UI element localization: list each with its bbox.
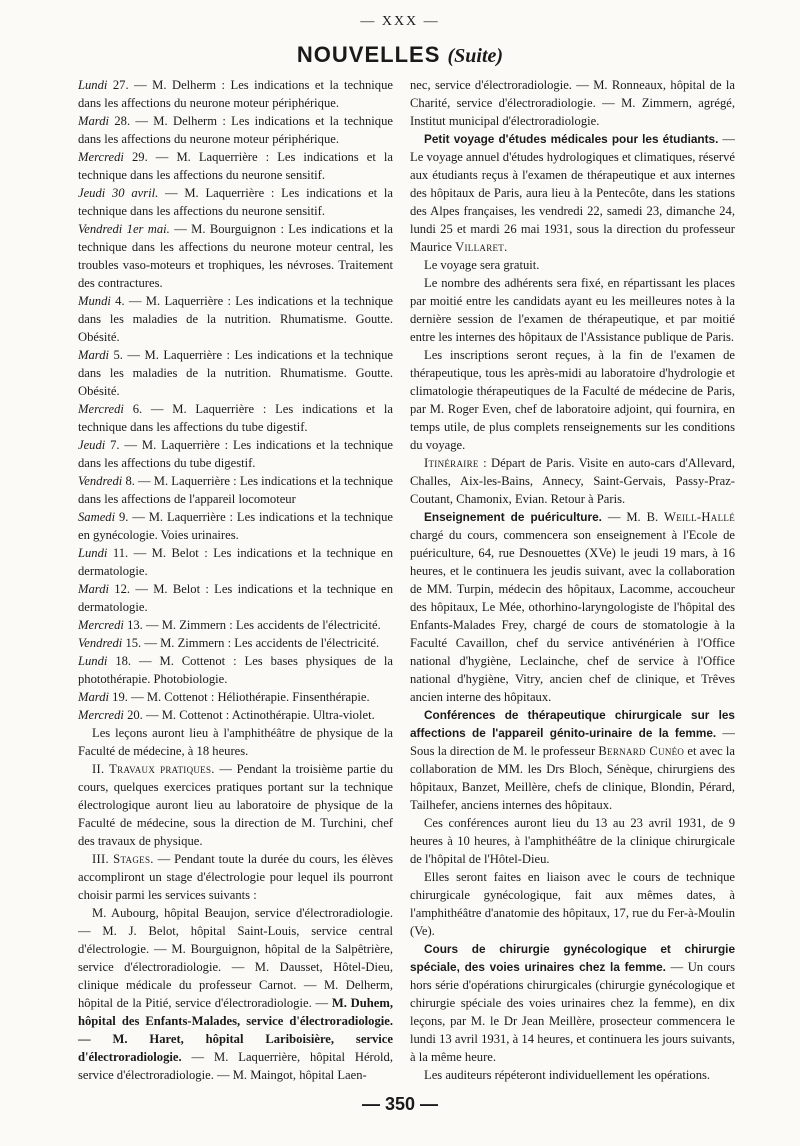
entry-day: Jeudi 30 avril. bbox=[78, 186, 159, 200]
schedule-entry bbox=[78, 76, 393, 112]
section-text: — Le voyage annuel d'études hydrologiques et climatiques, réservé aux étudiants reçus à l'examen de thérapeutique et aux internes des hôpitaux de Paris, aura lieu à la Pentecôte, dans les stations des Alpes françaises, les vendredi 22, samedi 23, dimanche 24, lundi 25 et mardi 26 mai 1931, sous la direction du professeur Maurice bbox=[410, 132, 735, 254]
section-text: — Sous la direction de M. le professeur bbox=[410, 726, 735, 758]
schedule-entry bbox=[78, 400, 393, 436]
entry-day: Vendredi 1er mai. bbox=[78, 222, 170, 236]
paragraph-conferences bbox=[410, 706, 735, 814]
entry-text: 19. — M. Cottenot : Héliothérapie. Finsenthérapie. bbox=[109, 690, 370, 704]
entry-text: 15. — M. Zimmern : Les accidents de l'électricité. bbox=[122, 636, 380, 650]
paragraph-cours-chirurgie bbox=[410, 940, 735, 1066]
schedule-entry bbox=[78, 436, 393, 472]
paragraph-conf-dates: Ces conférences auront lieu du 13 au 23 avril 1931, de 9 heures à 10 heures, à l'amphithéâtre de la clinique chirurgicale de l'hôpital de l'Hôtel-Dieu. bbox=[410, 816, 735, 866]
section-heading: Enseignement de puériculture. bbox=[424, 510, 602, 524]
section-label: II. Travaux pratiques. bbox=[92, 762, 215, 776]
schedule-entry bbox=[78, 148, 393, 184]
entry-day: Mercredi bbox=[78, 402, 124, 416]
schedule-entry bbox=[78, 346, 393, 400]
schedule-entry bbox=[78, 616, 393, 634]
page-title bbox=[0, 42, 800, 68]
services-bold-text: M. Duhem, hôpital des Enfants-Malades, service d'électroradiologie. — M. Haret, hôpital Lariboisière, service d'électroradiologie. bbox=[78, 996, 393, 1064]
person-name: Weill-Hallé bbox=[664, 510, 735, 524]
paragraph-conf-liaison: Elles seront faites en liaison avec le cours de technique chirurgicale gynécologique, fait aux mêmes dates, à l'amphithéâtre d'anatomie des hôpitaux, 17, rue du Fer-à-Moulin (Ve). bbox=[410, 870, 735, 938]
schedule-entry bbox=[78, 634, 393, 652]
entry-day: Mercredi bbox=[78, 618, 124, 632]
schedule-entry bbox=[78, 112, 393, 148]
services-text-end: — M. Laquerrière, hôpital Hérold, service d'électroradiologie. — M. Maingot, hôpital Laen- bbox=[78, 1050, 393, 1082]
title-suffix: (Suite) bbox=[447, 45, 504, 67]
entry-day: Vendredi bbox=[78, 474, 123, 488]
section-text: : Départ de Paris. Visite en auto-cars d'Allevard, Challes, Aix-les-Bains, Annecy, Saint-Gervais, Passy-Praz-Coutant, Chamonix, Evian. Retour à Paris. bbox=[410, 456, 735, 506]
entry-text: 4. — M. Laquerrière : Les indications et la technique dans les maladies de la nutrition. Rhumatisme. Goutte. Obésité. bbox=[78, 294, 393, 344]
entry-day: Mardi bbox=[78, 114, 110, 128]
entry-text: 28. — M. Delherm : Les indications et la technique dans les affections du neurone moteur périphérique. bbox=[78, 114, 393, 146]
entry-day: Mundi bbox=[78, 294, 111, 308]
paragraph-services bbox=[78, 904, 393, 1084]
paragraph-voyage bbox=[410, 130, 735, 256]
services-text: M. Aubourg, hôpital Beaujon, service d'électroradiologie. — M. J. Belot, hôpital Saint-Louis, service central d'électrologie. — M. Bourguignon, hôpital de la Salpêtrière, service d'électroradiologie. — M. Dausset, Hôtel-Dieu, clinique médicale du professeur Carnot. — M. Delherm, hôpital de la Pitié, service d'électroradiologie. — bbox=[78, 906, 393, 1010]
paragraph-inscriptions: Les inscriptions seront reçues, à la fin de l'examen de thérapeutique, tous les après-midi au laboratoire d'hydrologie et climatologie thérapeutiques de la Faculté de médecine de Paris, par M. Roger Even, chef de laboratoire adjoint, qui fournira, en temps utile, de plus complets renseignements sur les conditions du voyage. bbox=[410, 348, 735, 452]
schedule-entry bbox=[78, 706, 393, 724]
entry-day: Lundi bbox=[78, 546, 108, 560]
title-text: NOUVELLES bbox=[296, 42, 441, 67]
entry-day: Lundi bbox=[78, 654, 108, 668]
schedule-entry bbox=[78, 688, 393, 706]
schedule-entry bbox=[78, 508, 393, 544]
entry-day: Mardi bbox=[78, 690, 110, 704]
entry-day: Jeudi bbox=[78, 438, 106, 452]
entry-day: Mardi bbox=[78, 582, 110, 596]
entry-text: 9. — M. Laquerrière : Les indications et la technique en gynécologie. Voies urinaires. bbox=[78, 510, 393, 542]
entry-text: 27. — M. Delherm : Les indications et la technique dans les affections du neurone moteur périphérique. bbox=[78, 78, 393, 110]
left-column bbox=[78, 76, 393, 1086]
schedule-entry bbox=[78, 472, 393, 508]
section-text: — M. B. bbox=[601, 510, 665, 524]
section-text: — Un cours hors série d'opérations chirurgicales (chirurgie gynécologique et chirurgie spéciale des voies urinaires chez la femme), en dix leçons, par M. le Dr Jean Meillère, prosecteur commencera le lundi 13 avril 1931, à 14 heures, et continuera les jours suivants, à la même heure. bbox=[410, 960, 735, 1064]
course-schedule bbox=[78, 76, 393, 724]
schedule-entry bbox=[78, 544, 393, 580]
entry-text: — M. Laquerrière : Les indications et la technique dans les affections du neurone sensitif. bbox=[78, 186, 393, 218]
section-text: chargé du cours, commencera son enseignement à l'Ecole de puériculture, 64, rue Desnouettes (XVe) le jeudi 19 mars, à 16 heures, et le continuera les jeudis suivant, avec la collaboration de MM. Turpin, médecin des hôpitaux, Lacomme, accoucheur des hôpitaux, Le Mée, othorhino-laryngologiste de l'hôpital des Enfants-Malades Frey, chargé de cours de stomatologie à la Faculté Cavaillon, chef du service antivénérien à l'Office national d'hygiène, Leclainche, chef de service à l'Office national d'hygiène, Vitry, ancien chef de clinique, et Trêves ancien interne des hôpitaux. bbox=[410, 528, 735, 704]
entry-day: Vendredi bbox=[78, 636, 123, 650]
paragraph-travaux-pratiques bbox=[78, 760, 393, 850]
entry-day: Mardi bbox=[78, 348, 110, 362]
schedule-entry bbox=[78, 652, 393, 688]
person-name: Villaret. bbox=[455, 240, 508, 254]
section-heading: Cours de chirurgie gynécologique et chirurgie spéciale, des voies urinaires chez la femme. bbox=[410, 942, 735, 974]
section-heading: Petit voyage d'études médicales pour les étudiants. bbox=[424, 132, 719, 146]
entry-day: Mercredi bbox=[78, 150, 124, 164]
entry-text: 29. — M. Laquerrière : Les indications et la technique dans les affections du neurone sensitif. bbox=[78, 150, 393, 182]
entry-text: 20. — M. Cottenot : Actinothérapie. Ultra-violet. bbox=[123, 708, 375, 722]
entry-text: 12. — M. Belot : Les indications et la technique en dermatologie. bbox=[78, 582, 393, 614]
entry-text: — M. Bourguignon : Les indications et la technique dans les affections du neurone moteur central, les troubles vaso-moteurs et trophiques, les névroses. Traitement des contractures. bbox=[78, 222, 393, 290]
section-text: — Pendant la troisième partie du cours, quelques exercices pratiques portant sur la technique électrologique auront lieu au laboratoire de physique de la Faculté de médecine, sous la direction de M. Turchini, chef des travaux de physique. bbox=[78, 762, 393, 848]
entry-day: Samedi bbox=[78, 510, 116, 524]
entry-day: Mercredi bbox=[78, 708, 124, 722]
entry-day: Lundi bbox=[78, 78, 108, 92]
entry-text: 8. — M. Laquerrière : Les indications et la technique dans les affections de l'appareil locomoteur bbox=[78, 474, 393, 506]
section-text: et avec la collaboration de MM. les Drs Bloch, Sénèque, chirurgiens des hôpitaux, Banzet, Meillère, chefs de clinique, Blondin, Pérard, Tailhefer, anciens internes des hôpitaux. bbox=[410, 744, 735, 812]
section-label: III. Stages. bbox=[92, 852, 154, 866]
paragraph-stages bbox=[78, 850, 393, 904]
entry-text: 13. — M. Zimmern : Les accidents de l'électricité. bbox=[123, 618, 381, 632]
paragraph-puericulture bbox=[410, 508, 735, 706]
paragraph-adherents: Le nombre des adhérents sera fixé, en répartissant les places par moitié entre les candidats ayant eu les meilleures notes à la dernière session de l'examen de thérapeutique, et par moitié entre les internes des hôpitaux de l'Assistance publique de Paris. bbox=[410, 276, 735, 344]
section-label: Itinéraire bbox=[424, 456, 479, 470]
section-heading: Conférences de thérapeutique chirurgicale sur les affections de l'appareil génito-urinaire de la femme. bbox=[410, 708, 735, 740]
section-text: — Pendant toute la durée du cours, les élèves accompliront un stage d'électrologie pour lequel ils pourront choisir parmi les services suivants : bbox=[78, 852, 393, 902]
entry-text: 11. — M. Belot : Les indications et la technique en dermatologie. bbox=[78, 546, 393, 578]
schedule-entry bbox=[78, 580, 393, 616]
schedule-entry bbox=[78, 292, 393, 346]
paragraph-itineraire bbox=[410, 454, 735, 508]
paragraph-auditeurs: Les auditeurs répéteront individuellement les opérations. bbox=[424, 1068, 711, 1082]
paragraph-lecons: Les leçons auront lieu à l'amphithéâtre de physique de la Faculté de médecine, à 18 heures. bbox=[78, 726, 393, 758]
paragraph-gratuit: Le voyage sera gratuit. bbox=[424, 258, 540, 272]
schedule-entry bbox=[78, 184, 393, 220]
paragraph-continued: nec, service d'électroradiologie. — M. Ronneaux, hôpital de la Charité, service d'électroradiologie. — M. Zimmern, agrégé, Institut municipal d'électroradiologie. bbox=[410, 78, 735, 128]
page-number: — 350 — bbox=[361, 1094, 439, 1114]
schedule-entry bbox=[78, 220, 393, 292]
roman-page-number: — XXX — bbox=[360, 14, 440, 29]
entry-text: 6. — M. Laquerrière : Les indications et la technique dans les affections du tube digestif. bbox=[78, 402, 393, 434]
entry-text: 18. — M. Cottenot : Les bases physiques de la photothérapie. Photobiologie. bbox=[78, 654, 393, 686]
entry-text: 5. — M. Laquerrière : Les indications et la technique dans les maladies de la nutrition. Rhumatisme. Goutte. Obésité. bbox=[78, 348, 393, 398]
right-column bbox=[410, 76, 735, 1086]
entry-text: 7. — M. Laquerrière : Les indications et la technique dans les affections du tube digestif. bbox=[78, 438, 393, 470]
person-name: Bernard Cunéo bbox=[598, 744, 685, 758]
